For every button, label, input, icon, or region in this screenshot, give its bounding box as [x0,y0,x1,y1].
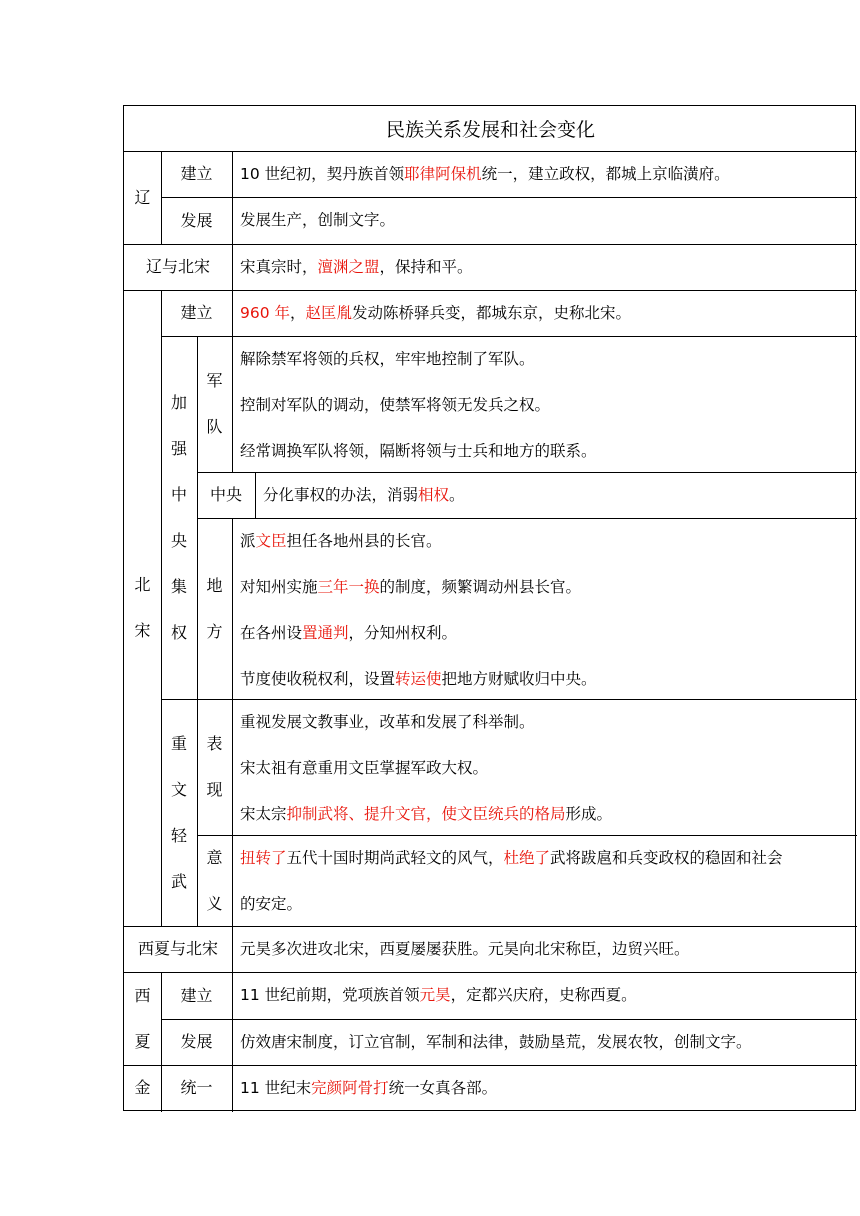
text-line [240,382,857,428]
text-segment: 统一，建立政权，都城上京临潢府。 [481,165,730,183]
text-line [240,428,857,474]
highlight-text: 澶渊之盟 [317,258,380,276]
liao-song-text [240,244,857,290]
text-line [240,835,857,881]
table-title: 民族关系发展和社会变化 [385,119,595,141]
text-segment: 。 [449,486,465,504]
text-segment: 仿效唐宋制度，订立官制，军制和法律，鼓励垦荒，发展农牧，创制文字。 [240,1033,752,1051]
text-line [240,745,857,791]
text-segment: 担任各地州县的长官。 [286,532,442,550]
jin-unification-label: 统一 [180,1078,213,1097]
label-char: 夏 [134,1031,151,1051]
xixia-song-label: 西夏与北宋 [137,939,218,958]
text-segment: 节度使收税权利，设置 [240,670,396,688]
label-char: 地 [206,575,223,595]
label-char: 强 [170,438,187,458]
text-segment: ，分知州权利。 [348,624,458,642]
army-text [232,336,857,472]
text-segment: 元昊多次进攻北宋，西夏屡屡获胜。元昊向北宋称臣，边贸兴旺。 [240,940,690,958]
liao-founding-text [240,151,857,197]
xixia-founding-label: 建立 [180,985,213,1005]
text-segment: 统一女真各部。 [388,1079,498,1097]
label-char: 轻 [170,825,187,845]
liao-founding-label: 建立 [180,164,213,183]
text-line [240,791,857,837]
label-char: 队 [206,417,223,436]
xixia-development-text [240,1019,857,1065]
text-segment: 宋真宗时， [240,258,318,276]
text-segment: 10 世纪初，契丹族首领 [240,165,405,183]
text-segment: ，保持和平。 [379,258,473,276]
label-char: 文 [170,779,187,799]
highlight-text: 耶律阿保机 [404,165,482,183]
history-table [123,105,856,1111]
text-segment: 经常调换军队将领，隔断将领与士兵和地方的联系。 [240,442,597,460]
label-char: 权 [170,622,187,642]
label-char: 现 [206,780,223,799]
text-segment: 五代十国时期尚武轻文的风气， [286,849,504,867]
text-segment: 控制对军队的调动，使禁军将领无发兵之权。 [240,396,551,414]
label-char: 央 [170,530,187,550]
label-char: 军 [206,371,223,390]
label-char: 意 [206,847,223,867]
text-line [240,564,857,610]
text-segment: 分化事权的办法，消弱 [263,486,419,504]
text-segment: 宋太宗 [240,805,287,823]
text-segment: 解除禁军将领的兵权，牢牢地控制了军队。 [240,350,535,368]
highlight-text: 转运使 [395,670,442,688]
label-char: 中 [170,484,187,504]
text-line [240,656,857,702]
centralization-label [161,336,197,699]
highlight-text: 抑制武将、提升文官，使文臣统兵的格局 [286,805,566,823]
liao-development-label: 发展 [180,210,213,230]
text-segment: 的制度，频繁调动州县长官。 [379,578,582,596]
text-segment: 武将跋扈和兵变政权的稳固和社会 [550,849,783,867]
text-segment: 11 世纪末 [240,1079,312,1097]
text-line [240,610,857,656]
text-segment: 发展生产，创制文字。 [240,211,396,229]
meaning-label [197,835,232,926]
highlight-text: 完颜阿骨打 [311,1079,389,1097]
jin-unification-text [240,1065,857,1111]
text-segment: 在各州设 [240,624,303,642]
text-segment: ，定都兴庆府，史称西夏。 [450,986,637,1004]
highlight-text: 杜绝了 [503,849,551,867]
local-label [197,518,232,699]
culture-label [161,699,197,926]
beisong-label [124,290,161,926]
highlight-text: 元昊 [419,986,451,1004]
highlight-text: 文臣 [255,532,287,550]
text-line [240,518,857,564]
text-line [240,881,857,927]
text-line [240,336,857,382]
text-segment: 派 [240,532,256,550]
text-line [240,699,857,745]
label-char: 义 [206,893,223,913]
xixia-founding-text [240,972,857,1018]
label-char: 重 [170,733,187,753]
text-segment: 形成。 [565,805,613,823]
highlight-text: 置通判 [302,624,349,642]
label-char: 西 [134,985,151,1005]
text-segment: 11 世纪前期，党项族首领 [240,986,420,1004]
text-segment: 重视发展文教事业，改革和发展了科举制。 [240,713,535,731]
text-segment: 发动陈桥驿兵变，都城东京，史称北宋。 [352,304,632,322]
beisong-founding-label: 建立 [180,303,213,322]
label-char: 北 [134,575,151,594]
liao-song-label: 辽与北宋 [145,257,210,276]
xixia-label [124,972,161,1065]
local-text [232,518,857,699]
highlight-text: 赵匡胤 [305,304,353,322]
liao-label: 辽 [134,187,151,207]
liao-development-text [240,197,857,243]
label-char: 表 [206,734,223,753]
text-segment: 宋太祖有意重用文臣掌握军政大权。 [240,759,489,777]
label-char: 加 [170,392,187,412]
xixia-song-text [240,926,857,972]
beisong-founding-text [240,290,857,336]
highlight-text: 三年一换 [317,578,380,596]
army-label [197,336,232,472]
xixia-development-label: 发展 [180,1032,213,1051]
text-segment: 对知州实施 [240,578,318,596]
central-text [263,472,857,518]
jin-label: 金 [134,1078,151,1097]
highlight-text: 相权 [418,486,450,504]
highlight-text: 960 年 [240,304,291,322]
manifest-text [232,699,857,835]
text-segment: 把地方财赋收归中央。 [441,670,597,688]
manifest-label [197,699,232,835]
meaning-text [232,835,857,926]
central-label: 中央 [209,485,242,504]
label-char: 武 [170,871,187,891]
label-char: 方 [206,621,223,641]
text-segment: ， [290,304,306,322]
highlight-text: 扭转了 [240,849,287,867]
label-char: 集 [170,576,187,596]
label-char: 宋 [134,621,151,640]
text-segment: 的安定。 [240,895,303,913]
